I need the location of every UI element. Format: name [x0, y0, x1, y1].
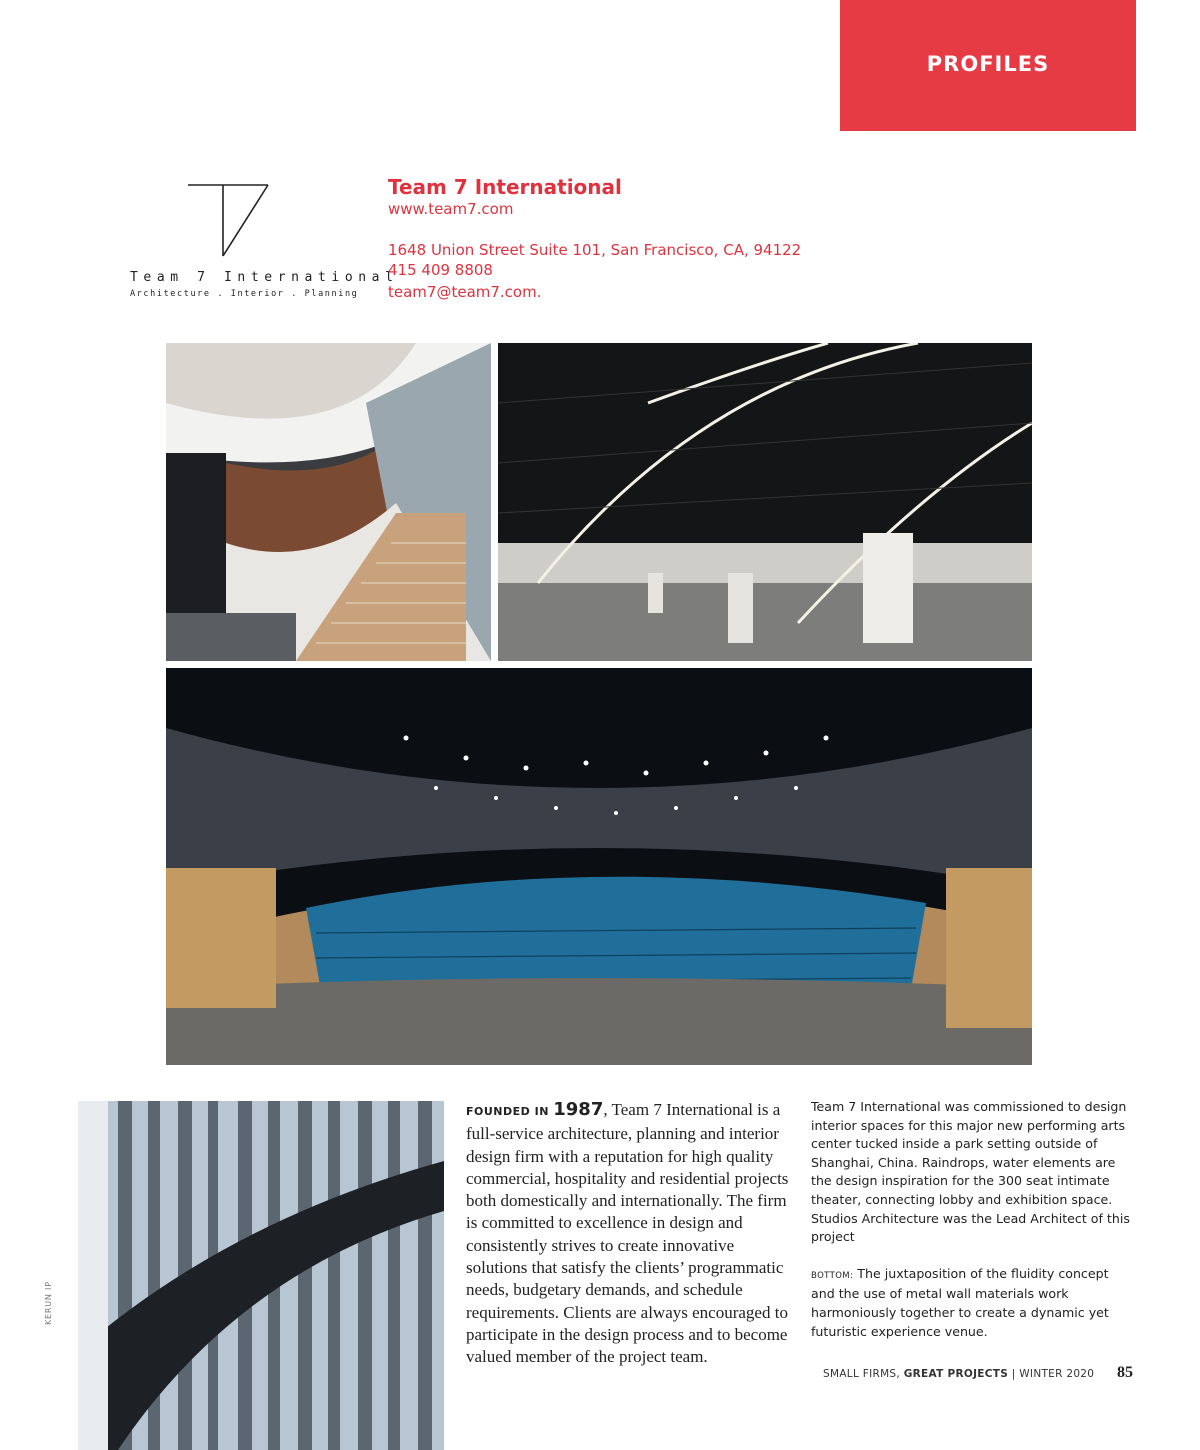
caption-main: Team 7 International was commissioned to design interior spaces for this major new performing arts center tucked inside a park setting outside of Shanghai, China. Raindrops, water elements are the design inspiration for the 300 seat intimate theater, connecting lobby and exhibition space. Studios Architecture was the Lead Architect of this project [811, 1099, 1130, 1245]
photo-credit: KERUN IP [44, 1281, 53, 1325]
photo-staircase [166, 343, 491, 661]
photo-theater [166, 668, 1032, 1065]
page-footer [823, 1368, 1094, 1380]
caption-bottom-text: The juxtaposition of the fluidity concept and the use of metal wall materials work harmoniously together to create a dynamic yet futuristic experience venue. [811, 1265, 1109, 1339]
section-tab [840, 0, 1136, 131]
founded-label: FOUNDED IN [466, 1105, 554, 1118]
body-paragraph: , Team 7 International is a full-service architecture, planning and interior design firm with a reputation for high quality commercial, hospitality and residential projects both domestically and internationally. The firm is committed to excellence in design and consistently strives to create innovative solutions that satisfy the clients’ programmatic needs, budgetary demands, and schedule requirements. Clients are always encouraged to participate in the design process and to become valued member of the project team. [466, 1100, 789, 1367]
photo-metal-facade [78, 1101, 444, 1450]
founded-year: 1987 [553, 1099, 604, 1120]
firm-logo [118, 178, 399, 308]
caption-bottom-label: BOTTOM: [811, 1270, 854, 1281]
footer-prefix: SMALL FIRMS, [823, 1368, 904, 1380]
logo-tagline: Architecture . Interior . Planning [130, 289, 359, 299]
firm-name: Team 7 International [388, 175, 622, 199]
footer-issue: WINTER 2020 [1019, 1368, 1095, 1380]
logo-mark-icon [118, 178, 348, 268]
page-number: 85 [1117, 1364, 1133, 1381]
firm-website-link[interactable]: www.team7.com [388, 200, 514, 218]
photo-captions [811, 1098, 1131, 1359]
footer-separator: | [1008, 1368, 1020, 1380]
logo-name: Team 7 International [130, 270, 399, 285]
caption-bottom [811, 1265, 1131, 1341]
photo-exhibition-hall [498, 343, 1032, 661]
firm-phone: 415 409 8808 [388, 261, 493, 279]
firm-address: 1648 Union Street Suite 101, San Francisco, CA, 94122 [388, 241, 802, 259]
footer-bold: GREAT PROJECTS [903, 1368, 1009, 1380]
section-tab-label: PROFILES [926, 52, 1050, 76]
firm-email-link[interactable]: team7@team7.com. [388, 283, 542, 301]
profile-body-text [466, 1099, 791, 1369]
